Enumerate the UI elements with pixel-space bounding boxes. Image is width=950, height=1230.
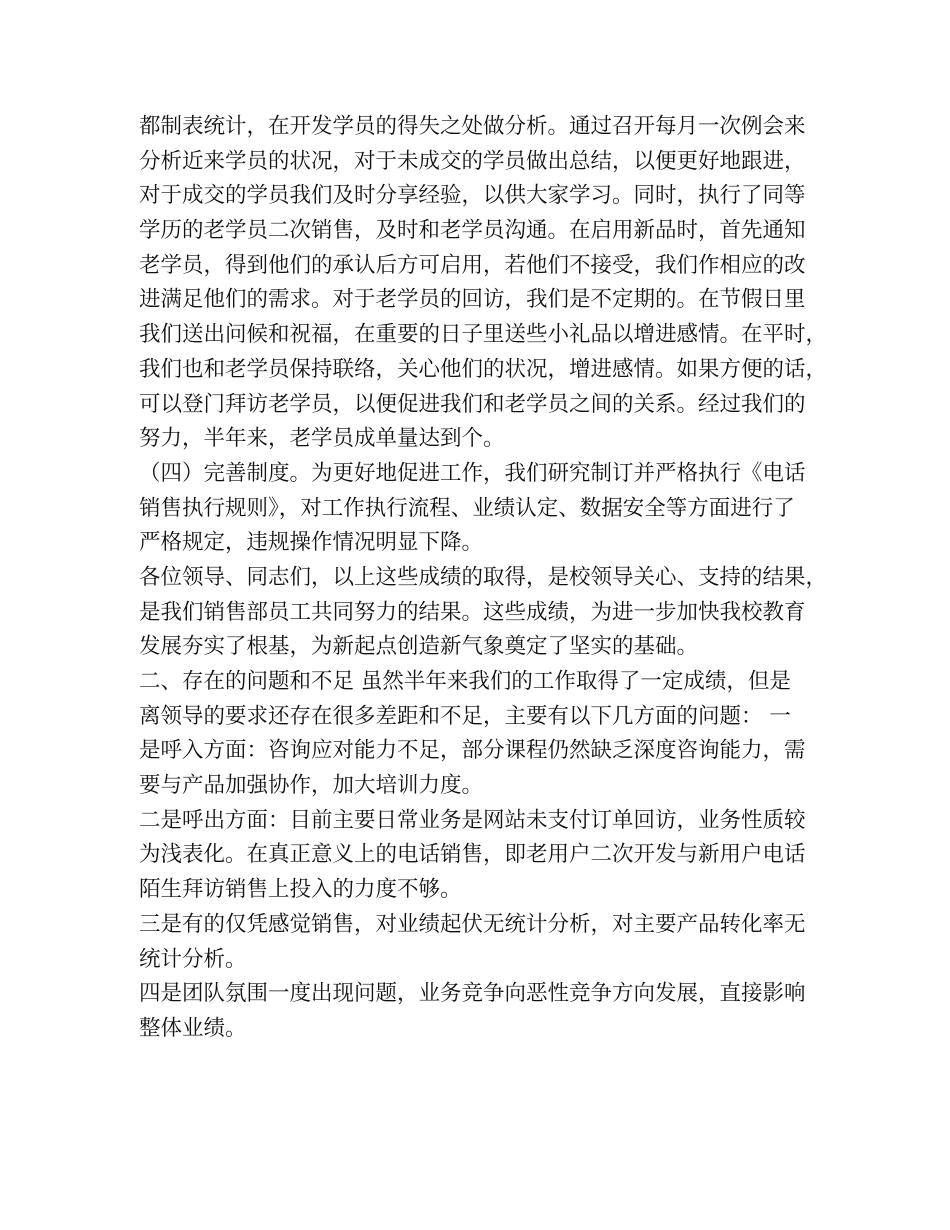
text-line: 可以登门拜访老学员，以便促进我们和老学员之间的关系。经过我们的	[139, 391, 806, 417]
text-line: 二是呼出方面：目前主要日常业务是网站未支付订单回访，业务性质较	[139, 807, 806, 833]
text-line: 分析近来学员的状况，对于未成交的学员做出总结，以便更好地跟进，	[139, 148, 806, 174]
text-line: 为浅表化。在真正意义上的电话销售，即老用户二次开发与新用户电话	[139, 842, 806, 868]
text-line: 我们送出问候和祝福，在重要的日子里送些小礼品以增进感情。在平时，	[139, 322, 828, 348]
text-line: 进满足他们的需求。对于老学员的回访，我们是不定期的。在节假日里	[139, 287, 806, 313]
text-line: 努力，半年来，老学员成单量达到个。	[139, 426, 505, 452]
text-line: 发展夯实了根基，为新起点创造新气象奠定了坚实的基础。	[139, 634, 699, 660]
text-line: 我们也和老学员保持联络，关心他们的状况，增进感情。如果方便的话，	[139, 356, 828, 382]
text-line: 要与产品加强协作，加大培训力度。	[139, 773, 484, 799]
document-body	[139, 110, 829, 1047]
text-line: 学历的老学员二次销售，及时和老学员沟通。在启用新品时，首先通知	[139, 218, 806, 244]
text-line: 各位领导、同志们，以上这些成绩的取得，是校领导关心、支持的结果，	[139, 564, 828, 590]
text-line: 是呼入方面：咨询应对能力不足，部分课程仍然缺乏深度咨询能力，需	[139, 738, 806, 764]
text-line: 都制表统计，在开发学员的得失之处做分析。通过召开每月一次例会来	[139, 114, 806, 139]
text-line: （四）完善制度。为更好地促进工作，我们研究制订并严格执行《电话	[139, 460, 806, 486]
text-line: 销售执行规则》，对工作执行流程、业绩认定、数据安全等方面进行了	[139, 495, 795, 521]
text-line: 整体业绩。	[139, 1015, 247, 1041]
text-line: 四是团队氛围一度出现问题，业务竞争向恶性竞争方向发展，直接影响	[139, 981, 806, 1007]
text-line: 陌生拜访销售上投入的力度不够。	[139, 877, 462, 903]
text-line: 二、存在的问题和不足 虽然半年来我们的工作取得了一定成绩，但是	[139, 669, 791, 694]
text-line: 对于成交的学员我们及时分享经验，以供大家学习。同时，执行了同等	[139, 183, 806, 209]
text-line: 严格规定，违规操作情况明显下降。	[139, 530, 484, 556]
text-line: 离领导的要求还存在很多差距和不足，主要有以下几方面的问题： 一	[139, 703, 791, 729]
text-line: 统计分析。	[139, 946, 247, 972]
text-line: 是我们销售部员工共同努力的结果。这些成绩，为进一步加快我校教育	[139, 599, 806, 625]
text-line: 三是有的仅凭感觉销售，对业绩起伏无统计分析，对主要产品转化率无	[139, 911, 806, 937]
text-line: 老学员，得到他们的承认后方可启用，若他们不接受，我们作相应的改	[139, 252, 806, 278]
